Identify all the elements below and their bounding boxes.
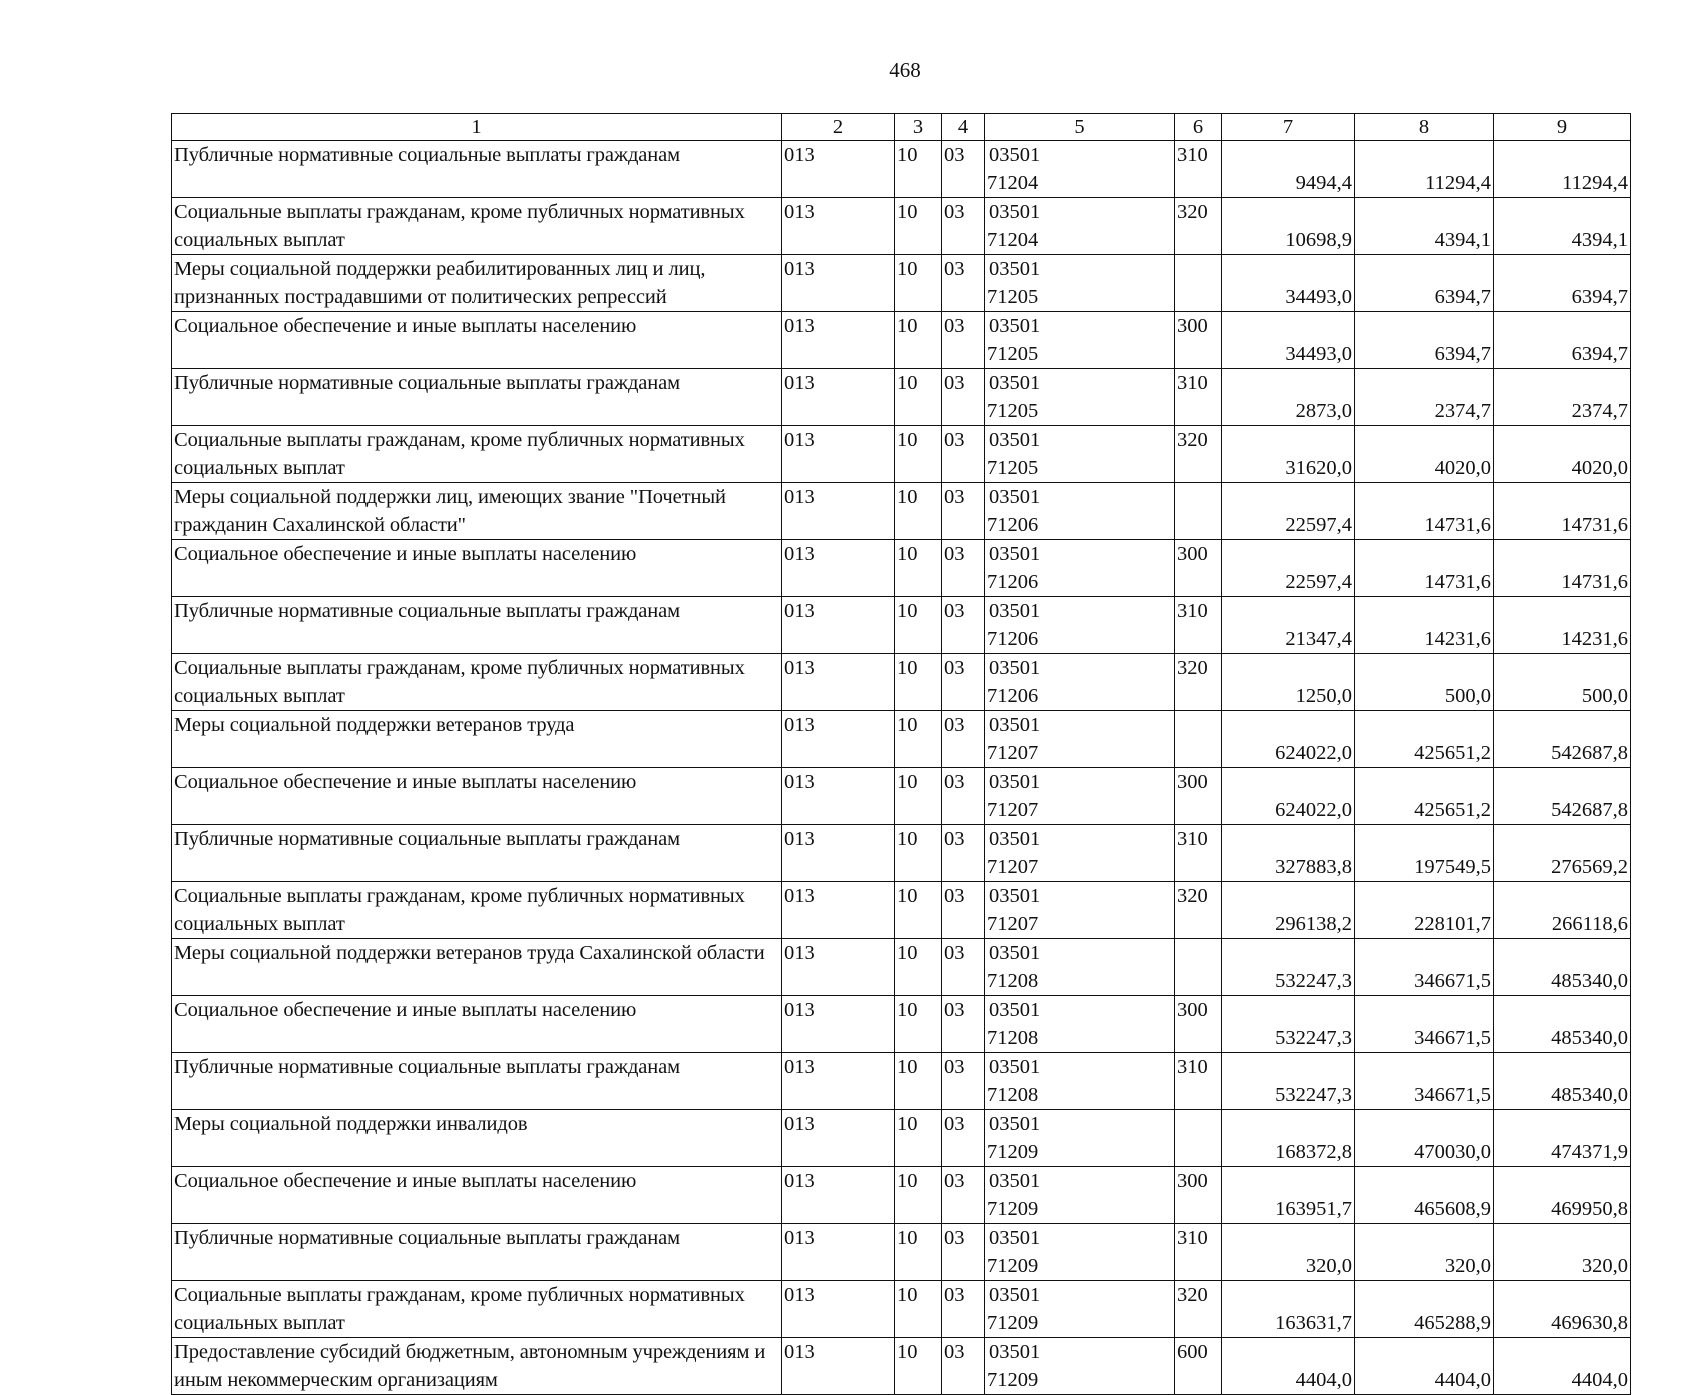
row-name-cell: Социальное обеспечение и иные выплаты населению	[172, 540, 782, 597]
subsection-code-cell: 03	[942, 198, 985, 255]
header-cell: 9	[1494, 114, 1631, 141]
target-program-code: 03501	[989, 657, 1041, 679]
expense-type-cell	[1175, 711, 1222, 768]
target-item-code: 71209	[987, 1255, 1039, 1277]
target-article-cell	[985, 426, 1175, 483]
amount-col9-cell: 474371,9	[1494, 1110, 1631, 1167]
amount-col7-cell: 2873,0	[1222, 369, 1355, 426]
amount-col9-cell: 4394,1	[1494, 198, 1631, 255]
target-item-code: 71207	[987, 913, 1039, 935]
target-program-code: 03501	[989, 942, 1041, 964]
amount-col9-cell: 6394,7	[1494, 255, 1631, 312]
table-row	[172, 1053, 1631, 1110]
header-cell: 3	[895, 114, 942, 141]
amount-col7-cell: 34493,0	[1222, 255, 1355, 312]
target-item-code: 71206	[987, 514, 1039, 536]
table-row	[172, 597, 1631, 654]
target-article-cell	[985, 825, 1175, 882]
target-program-code: 03501	[989, 600, 1041, 622]
row-name-cell: Социальные выплаты гражданам, кроме публичных нормативных социальных выплат	[172, 1281, 782, 1338]
amount-col9-cell: 6394,7	[1494, 312, 1631, 369]
expense-type-cell	[1175, 255, 1222, 312]
target-article-cell	[985, 996, 1175, 1053]
expense-type-cell	[1175, 1110, 1222, 1167]
amount-col8-cell: 228101,7	[1355, 882, 1494, 939]
amount-col8-cell: 425651,2	[1355, 768, 1494, 825]
section-code-cell: 10	[895, 1338, 942, 1395]
target-program-code: 03501	[989, 429, 1041, 451]
amount-col7-cell: 168372,8	[1222, 1110, 1355, 1167]
expense-type-cell: 310	[1175, 825, 1222, 882]
target-item-code: 71208	[987, 970, 1039, 992]
ministry-code-cell: 013	[782, 996, 895, 1053]
header-cell: 8	[1355, 114, 1494, 141]
target-article-cell	[985, 483, 1175, 540]
section-code-cell: 10	[895, 483, 942, 540]
amount-col8-cell: 320,0	[1355, 1224, 1494, 1281]
ministry-code-cell: 013	[782, 1110, 895, 1167]
section-code-cell: 10	[895, 426, 942, 483]
row-name-cell: Предоставление субсидий бюджетным, автономным учреждениям и иным некоммерческим организациям	[172, 1338, 782, 1395]
amount-col9-cell: 14731,6	[1494, 483, 1631, 540]
subsection-code-cell: 03	[942, 1224, 985, 1281]
target-article-cell	[985, 1110, 1175, 1167]
row-name-cell: Социальные выплаты гражданам, кроме публичных нормативных социальных выплат	[172, 198, 782, 255]
target-item-code: 71206	[987, 571, 1039, 593]
ministry-code-cell: 013	[782, 654, 895, 711]
section-code-cell: 10	[895, 1224, 942, 1281]
amount-col9-cell: 2374,7	[1494, 369, 1631, 426]
ministry-code-cell: 013	[782, 597, 895, 654]
amount-col7-cell: 22597,4	[1222, 540, 1355, 597]
target-program-code: 03501	[989, 372, 1041, 394]
target-article-cell	[985, 1281, 1175, 1338]
subsection-code-cell: 03	[942, 711, 985, 768]
subsection-code-cell: 03	[942, 654, 985, 711]
target-item-code: 71209	[987, 1198, 1039, 1220]
expense-type-cell: 310	[1175, 1053, 1222, 1110]
amount-col8-cell: 4020,0	[1355, 426, 1494, 483]
header-cell: 4	[942, 114, 985, 141]
row-name-cell: Публичные нормативные социальные выплаты гражданам	[172, 141, 782, 198]
target-item-code: 71207	[987, 799, 1039, 821]
amount-col7-cell: 4404,0	[1222, 1338, 1355, 1395]
section-code-cell: 10	[895, 654, 942, 711]
target-article-cell	[985, 312, 1175, 369]
section-code-cell: 10	[895, 996, 942, 1053]
target-item-code: 71209	[987, 1369, 1039, 1391]
row-name-cell: Социальное обеспечение и иные выплаты населению	[172, 1167, 782, 1224]
target-article-cell	[985, 1338, 1175, 1395]
amount-col7-cell: 327883,8	[1222, 825, 1355, 882]
amount-col8-cell: 14731,6	[1355, 483, 1494, 540]
amount-col8-cell: 197549,5	[1355, 825, 1494, 882]
target-article-cell	[985, 198, 1175, 255]
section-code-cell: 10	[895, 312, 942, 369]
expense-type-cell: 310	[1175, 597, 1222, 654]
amount-col9-cell: 485340,0	[1494, 939, 1631, 996]
target-program-code: 03501	[989, 1227, 1041, 1249]
target-article-cell	[985, 369, 1175, 426]
subsection-code-cell: 03	[942, 939, 985, 996]
subsection-code-cell: 03	[942, 597, 985, 654]
expense-type-cell: 300	[1175, 540, 1222, 597]
amount-col9-cell: 11294,4	[1494, 141, 1631, 198]
subsection-code-cell: 03	[942, 483, 985, 540]
amount-col8-cell: 4404,0	[1355, 1338, 1494, 1395]
target-item-code: 71207	[987, 856, 1039, 878]
target-program-code: 03501	[989, 771, 1041, 793]
section-code-cell: 10	[895, 711, 942, 768]
table-row	[172, 1167, 1631, 1224]
table-row	[172, 483, 1631, 540]
target-article-cell	[985, 1053, 1175, 1110]
table-row	[172, 1281, 1631, 1338]
amount-col9-cell: 320,0	[1494, 1224, 1631, 1281]
expense-type-cell: 310	[1175, 369, 1222, 426]
amount-col7-cell: 163951,7	[1222, 1167, 1355, 1224]
ministry-code-cell: 013	[782, 1281, 895, 1338]
ministry-code-cell: 013	[782, 1224, 895, 1281]
target-article-cell	[985, 597, 1175, 654]
section-code-cell: 10	[895, 255, 942, 312]
table-row	[172, 939, 1631, 996]
amount-col8-cell: 4394,1	[1355, 198, 1494, 255]
amount-col8-cell: 14231,6	[1355, 597, 1494, 654]
expense-type-cell: 320	[1175, 1281, 1222, 1338]
amount-col7-cell: 31620,0	[1222, 426, 1355, 483]
target-program-code: 03501	[989, 258, 1041, 280]
target-program-code: 03501	[989, 828, 1041, 850]
expense-type-cell: 300	[1175, 312, 1222, 369]
expense-type-cell: 320	[1175, 654, 1222, 711]
amount-col9-cell: 276569,2	[1494, 825, 1631, 882]
row-name-cell: Меры социальной поддержки инвалидов	[172, 1110, 782, 1167]
target-article-cell	[985, 1224, 1175, 1281]
target-item-code: 71205	[987, 343, 1039, 365]
amount-col8-cell: 11294,4	[1355, 141, 1494, 198]
section-code-cell: 10	[895, 939, 942, 996]
ministry-code-cell: 013	[782, 882, 895, 939]
amount-col8-cell: 500,0	[1355, 654, 1494, 711]
ministry-code-cell: 013	[782, 768, 895, 825]
target-item-code: 71207	[987, 742, 1039, 764]
section-code-cell: 10	[895, 1110, 942, 1167]
table-row	[172, 882, 1631, 939]
row-name-cell: Публичные нормативные социальные выплаты гражданам	[172, 597, 782, 654]
amount-col8-cell: 425651,2	[1355, 711, 1494, 768]
header-cell: 7	[1222, 114, 1355, 141]
table-row	[172, 1338, 1631, 1395]
table-row	[172, 255, 1631, 312]
row-name-cell: Меры социальной поддержки ветеранов труда Сахалинской области	[172, 939, 782, 996]
subsection-code-cell: 03	[942, 882, 985, 939]
target-program-code: 03501	[989, 486, 1041, 508]
row-name-cell: Меры социальной поддержки реабилитированных лиц и лиц, признанных пострадавшими от политических репрессий	[172, 255, 782, 312]
amount-col9-cell: 542687,8	[1494, 768, 1631, 825]
ministry-code-cell: 013	[782, 141, 895, 198]
row-name-cell: Меры социальной поддержки ветеранов труда	[172, 711, 782, 768]
row-name-cell: Социальное обеспечение и иные выплаты населению	[172, 312, 782, 369]
expense-type-cell: 310	[1175, 141, 1222, 198]
subsection-code-cell: 03	[942, 996, 985, 1053]
header-cell: 1	[172, 114, 782, 141]
amount-col7-cell: 1250,0	[1222, 654, 1355, 711]
amount-col8-cell: 14731,6	[1355, 540, 1494, 597]
expense-type-cell: 300	[1175, 996, 1222, 1053]
amount-col7-cell: 532247,3	[1222, 1053, 1355, 1110]
amount-col7-cell: 532247,3	[1222, 939, 1355, 996]
amount-col9-cell: 4020,0	[1494, 426, 1631, 483]
amount-col9-cell: 485340,0	[1494, 1053, 1631, 1110]
amount-col8-cell: 465288,9	[1355, 1281, 1494, 1338]
target-program-code: 03501	[989, 714, 1041, 736]
subsection-code-cell: 03	[942, 369, 985, 426]
amount-col7-cell: 624022,0	[1222, 768, 1355, 825]
table-row	[172, 825, 1631, 882]
section-code-cell: 10	[895, 1167, 942, 1224]
amount-col8-cell: 346671,5	[1355, 939, 1494, 996]
row-name-cell: Социальные выплаты гражданам, кроме публичных нормативных социальных выплат	[172, 654, 782, 711]
subsection-code-cell: 03	[942, 825, 985, 882]
target-article-cell	[985, 141, 1175, 198]
section-code-cell: 10	[895, 825, 942, 882]
target-program-code: 03501	[989, 1056, 1041, 1078]
target-program-code: 03501	[989, 201, 1041, 223]
subsection-code-cell: 03	[942, 1167, 985, 1224]
amount-col7-cell: 320,0	[1222, 1224, 1355, 1281]
amount-col9-cell: 542687,8	[1494, 711, 1631, 768]
row-name-cell: Меры социальной поддержки лиц, имеющих звание "Почетный гражданин Сахалинской области"	[172, 483, 782, 540]
row-name-cell: Социальные выплаты гражданам, кроме публичных нормативных социальных выплат	[172, 426, 782, 483]
subsection-code-cell: 03	[942, 1053, 985, 1110]
target-program-code: 03501	[989, 1341, 1041, 1363]
amount-col9-cell: 485340,0	[1494, 996, 1631, 1053]
table-row	[172, 654, 1631, 711]
section-code-cell: 10	[895, 198, 942, 255]
section-code-cell: 10	[895, 882, 942, 939]
ministry-code-cell: 013	[782, 825, 895, 882]
target-item-code: 71206	[987, 628, 1039, 650]
target-article-cell	[985, 654, 1175, 711]
expense-type-cell: 600	[1175, 1338, 1222, 1395]
header-cell: 5	[985, 114, 1175, 141]
target-item-code: 71205	[987, 400, 1039, 422]
target-item-code: 71205	[987, 286, 1039, 308]
target-article-cell	[985, 711, 1175, 768]
amount-col9-cell: 14231,6	[1494, 597, 1631, 654]
expense-type-cell: 320	[1175, 882, 1222, 939]
target-program-code: 03501	[989, 315, 1041, 337]
table-row	[172, 1224, 1631, 1281]
target-program-code: 03501	[989, 885, 1041, 907]
ministry-code-cell: 013	[782, 483, 895, 540]
target-item-code: 71208	[987, 1084, 1039, 1106]
amount-col8-cell: 465608,9	[1355, 1167, 1494, 1224]
target-article-cell	[985, 882, 1175, 939]
ministry-code-cell: 013	[782, 426, 895, 483]
target-program-code: 03501	[989, 1170, 1041, 1192]
amount-col9-cell: 469630,8	[1494, 1281, 1631, 1338]
section-code-cell: 10	[895, 597, 942, 654]
row-name-cell: Публичные нормативные социальные выплаты гражданам	[172, 1224, 782, 1281]
target-article-cell	[985, 1167, 1175, 1224]
subsection-code-cell: 03	[942, 312, 985, 369]
target-program-code: 03501	[989, 1284, 1041, 1306]
row-name-cell: Публичные нормативные социальные выплаты гражданам	[172, 1053, 782, 1110]
expense-type-cell: 320	[1175, 426, 1222, 483]
amount-col9-cell: 4404,0	[1494, 1338, 1631, 1395]
target-article-cell	[985, 939, 1175, 996]
row-name-cell: Публичные нормативные социальные выплаты гражданам	[172, 825, 782, 882]
target-program-code: 03501	[989, 543, 1041, 565]
budget-table	[171, 113, 1631, 1395]
target-item-code: 71206	[987, 685, 1039, 707]
expense-type-cell	[1175, 939, 1222, 996]
ministry-code-cell: 013	[782, 369, 895, 426]
expense-type-cell: 300	[1175, 768, 1222, 825]
section-code-cell: 10	[895, 1053, 942, 1110]
amount-col7-cell: 624022,0	[1222, 711, 1355, 768]
target-article-cell	[985, 255, 1175, 312]
table-row	[172, 768, 1631, 825]
amount-col7-cell: 163631,7	[1222, 1281, 1355, 1338]
amount-col7-cell: 532247,3	[1222, 996, 1355, 1053]
table-row	[172, 198, 1631, 255]
row-name-cell: Социальное обеспечение и иные выплаты населению	[172, 996, 782, 1053]
subsection-code-cell: 03	[942, 768, 985, 825]
row-name-cell: Социальные выплаты гражданам, кроме публичных нормативных социальных выплат	[172, 882, 782, 939]
target-program-code: 03501	[989, 144, 1041, 166]
table-row	[172, 1110, 1631, 1167]
section-code-cell: 10	[895, 768, 942, 825]
amount-col7-cell: 10698,9	[1222, 198, 1355, 255]
amount-col7-cell: 9494,4	[1222, 141, 1355, 198]
target-item-code: 71204	[987, 229, 1039, 251]
subsection-code-cell: 03	[942, 426, 985, 483]
target-program-code: 03501	[989, 999, 1041, 1021]
target-item-code: 71209	[987, 1141, 1039, 1163]
amount-col9-cell: 500,0	[1494, 654, 1631, 711]
amount-col7-cell: 296138,2	[1222, 882, 1355, 939]
target-item-code: 71204	[987, 172, 1039, 194]
target-item-code: 71209	[987, 1312, 1039, 1334]
amount-col7-cell: 21347,4	[1222, 597, 1355, 654]
ministry-code-cell: 013	[782, 939, 895, 996]
expense-type-cell: 300	[1175, 1167, 1222, 1224]
ministry-code-cell: 013	[782, 711, 895, 768]
amount-col8-cell: 470030,0	[1355, 1110, 1494, 1167]
ministry-code-cell: 013	[782, 198, 895, 255]
target-item-code: 71208	[987, 1027, 1039, 1049]
subsection-code-cell: 03	[942, 540, 985, 597]
row-name-cell: Социальное обеспечение и иные выплаты населению	[172, 768, 782, 825]
subsection-code-cell: 03	[942, 141, 985, 198]
section-code-cell: 10	[895, 369, 942, 426]
ministry-code-cell: 013	[782, 1338, 895, 1395]
ministry-code-cell: 013	[782, 1053, 895, 1110]
subsection-code-cell: 03	[942, 1281, 985, 1338]
target-article-cell	[985, 540, 1175, 597]
amount-col9-cell: 469950,8	[1494, 1167, 1631, 1224]
table-row	[172, 711, 1631, 768]
row-name-cell: Публичные нормативные социальные выплаты гражданам	[172, 369, 782, 426]
ministry-code-cell: 013	[782, 312, 895, 369]
header-cell: 6	[1175, 114, 1222, 141]
subsection-code-cell: 03	[942, 255, 985, 312]
table-row	[172, 426, 1631, 483]
table-row	[172, 369, 1631, 426]
target-article-cell	[985, 768, 1175, 825]
subsection-code-cell: 03	[942, 1110, 985, 1167]
amount-col8-cell: 346671,5	[1355, 996, 1494, 1053]
amount-col9-cell: 14731,6	[1494, 540, 1631, 597]
amount-col8-cell: 346671,5	[1355, 1053, 1494, 1110]
ministry-code-cell: 013	[782, 1167, 895, 1224]
table-row	[172, 996, 1631, 1053]
section-code-cell: 10	[895, 141, 942, 198]
header-row	[172, 114, 1631, 141]
subsection-code-cell: 03	[942, 1338, 985, 1395]
table-row	[172, 141, 1631, 198]
ministry-code-cell: 013	[782, 255, 895, 312]
header-cell: 2	[782, 114, 895, 141]
amount-col8-cell: 2374,7	[1355, 369, 1494, 426]
expense-type-cell	[1175, 483, 1222, 540]
amount-col8-cell: 6394,7	[1355, 255, 1494, 312]
section-code-cell: 10	[895, 540, 942, 597]
target-program-code: 03501	[989, 1113, 1041, 1135]
expense-type-cell: 320	[1175, 198, 1222, 255]
table-row	[172, 540, 1631, 597]
target-item-code: 71205	[987, 457, 1039, 479]
amount-col9-cell: 266118,6	[1494, 882, 1631, 939]
expense-type-cell: 310	[1175, 1224, 1222, 1281]
page-number: 468	[889, 58, 921, 82]
amount-col8-cell: 6394,7	[1355, 312, 1494, 369]
ministry-code-cell: 013	[782, 540, 895, 597]
amount-col7-cell: 34493,0	[1222, 312, 1355, 369]
table-row	[172, 312, 1631, 369]
amount-col7-cell: 22597,4	[1222, 483, 1355, 540]
section-code-cell: 10	[895, 1281, 942, 1338]
